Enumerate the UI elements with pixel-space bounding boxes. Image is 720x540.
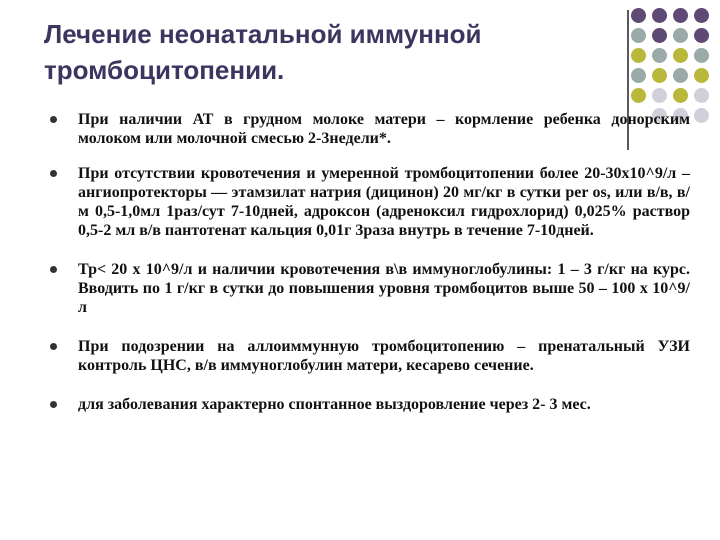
decorative-dot xyxy=(694,28,709,43)
bullet-item-1 xyxy=(50,110,690,148)
decorative-dot xyxy=(652,8,667,23)
bullet-text: для заболевания характерно спонтанное выздоровление через 2- 3 мес. xyxy=(78,396,591,413)
decorative-dot xyxy=(694,8,709,23)
decorative-dot xyxy=(631,28,646,43)
decorative-dot xyxy=(631,88,646,103)
bullet-item-3 xyxy=(50,260,690,317)
decorative-dot xyxy=(652,48,667,63)
bullet-icon xyxy=(50,170,57,177)
decorative-dot xyxy=(652,88,667,103)
bullet-item-4 xyxy=(50,337,690,375)
decorative-dot xyxy=(673,68,688,83)
decorative-dot xyxy=(631,68,646,83)
bullet-icon xyxy=(50,401,57,408)
bullet-text: При отсутствии кровотечения и умеренной тромбоцитопении более 20-30х10^9/л – ангиопротекторы — этамзилат натрия (дицинон) 20 мг/кг в сутки per os, или в/в, в/м 0,5-1,0мл 1раз/сут 7-10дней, адроксон (адреноксил гидрохлорид) 0,025% раствор 0,5-2 мл в/в пантотенат кальция 0,01г 3раза внутрь в течение 7-10дней. xyxy=(78,165,690,239)
decorative-dot xyxy=(673,28,688,43)
decorative-dot xyxy=(673,48,688,63)
decorative-dot xyxy=(631,48,646,63)
slide-title-line-1: Лечение неонатальной иммунной xyxy=(44,19,482,49)
bullet-text: При подозрении на аллоиммунную тромбоцитопению – пренатальный УЗИ контроль ЦНС, в/в иммуноглобулин матери, кесарево сечение. xyxy=(78,338,690,374)
slide-title xyxy=(44,16,604,88)
bullet-item-2 xyxy=(50,164,690,240)
decorative-dot xyxy=(673,88,688,103)
decorative-dot xyxy=(652,68,667,83)
decorative-dot-grid xyxy=(631,8,709,123)
decorative-dot xyxy=(694,108,709,123)
bullet-icon xyxy=(50,343,57,350)
bullet-icon xyxy=(50,266,57,273)
bullet-item-5 xyxy=(50,395,690,414)
bullet-icon xyxy=(50,116,57,123)
decorative-dot xyxy=(673,8,688,23)
decorative-dot xyxy=(694,68,709,83)
slide-title-line-2: тромбоцитопении. xyxy=(44,55,285,85)
decorative-dot xyxy=(694,48,709,63)
decorative-dot xyxy=(631,8,646,23)
bullet-list xyxy=(50,110,690,414)
decorative-dot xyxy=(694,88,709,103)
decorative-dot xyxy=(652,28,667,43)
bullet-text: Тр< 20 х 10^9/л и наличии кровотечения в\в иммуноглобулины: 1 – 3 г/кг на курс. Вводить по 1 г/кг в сутки до повышения уровня тромбоцитов выше 50 – 100 х 10^9/л xyxy=(78,261,690,316)
bullet-text: При наличии АТ в грудном молоке матери – кормление ребенка донорским молоком или молочной смесью 2-3недели*. xyxy=(78,111,690,147)
